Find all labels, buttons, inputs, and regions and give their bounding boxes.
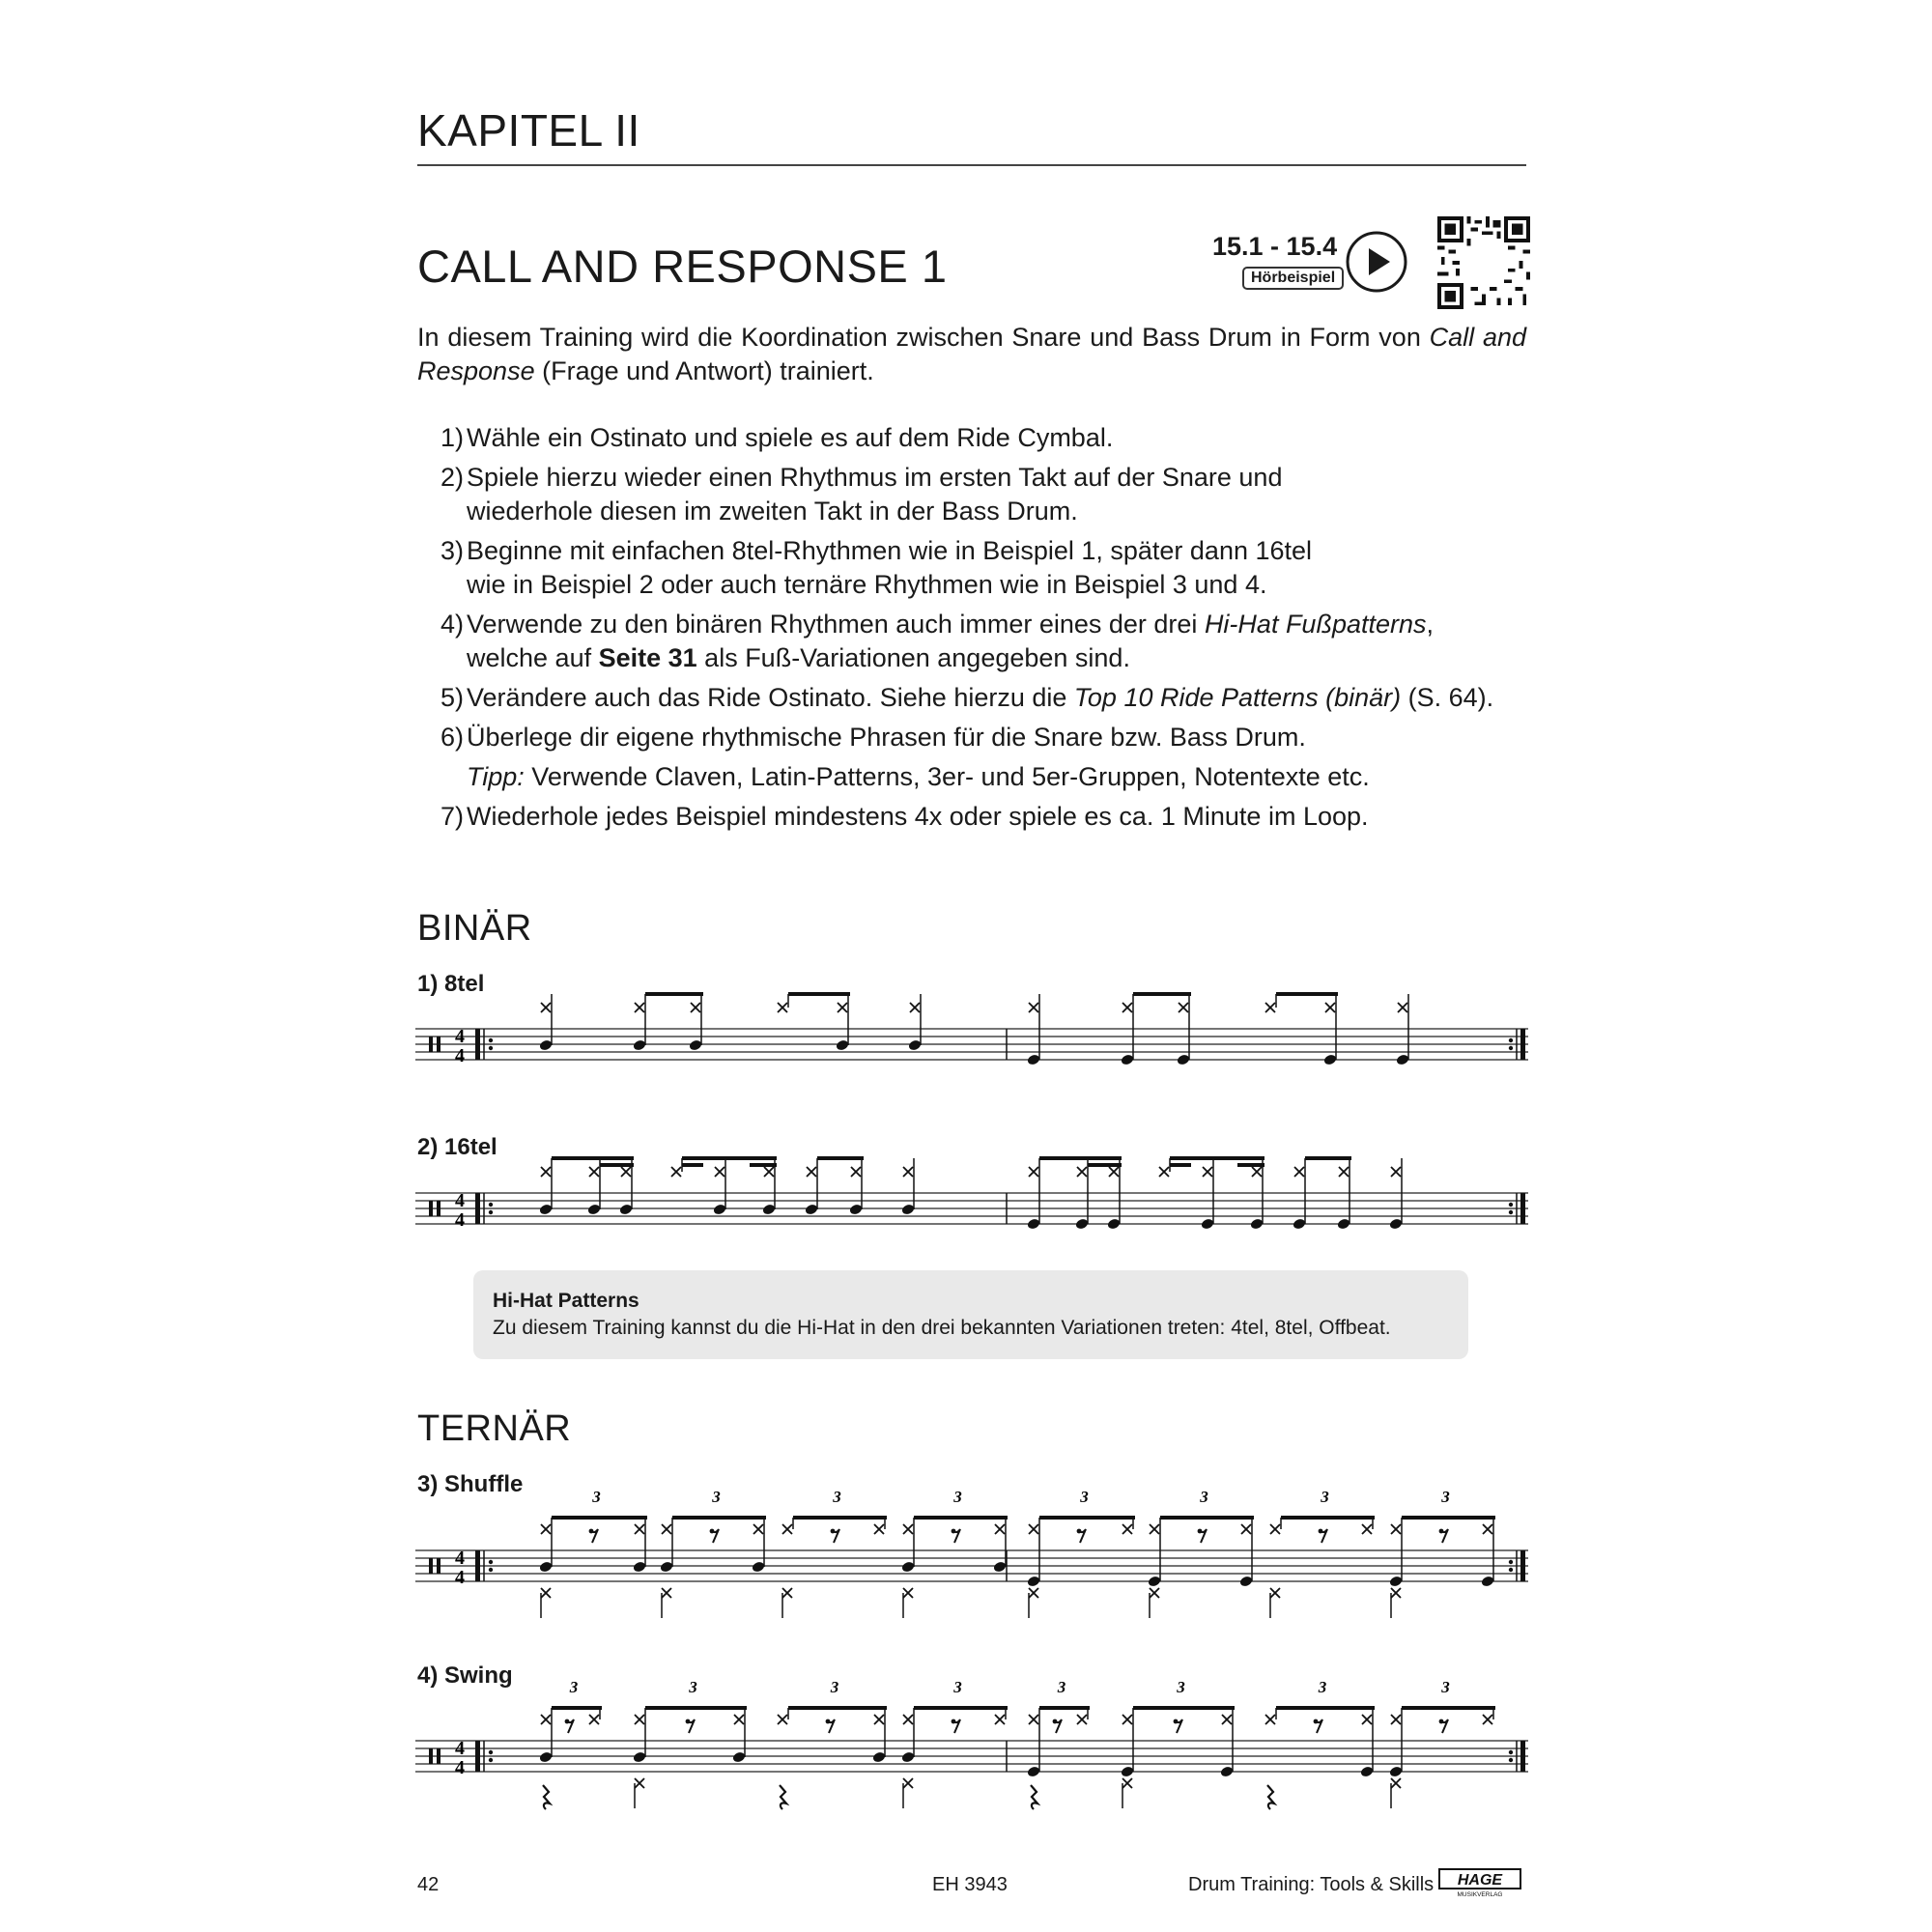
eighth-rest [589,1529,594,1534]
cymbal-notehead [589,1167,599,1177]
beam [1402,1516,1495,1520]
cymbal-notehead [635,1524,644,1534]
book-title: Drum Training: Tools & Skills [1188,1874,1435,1895]
cymbal-notehead [764,1167,774,1177]
cymbal-notehead [1029,1167,1038,1177]
svg-text:HAGE: HAGE [1457,1872,1503,1889]
cymbal-notehead [1325,1003,1335,1012]
cymbal-notehead [910,1003,920,1012]
qr-code-icon[interactable] [1437,216,1530,309]
cymbal-notehead [589,1715,599,1724]
repeat-end-barline [1520,1029,1525,1060]
eighth-rest [565,1719,570,1724]
notehead [1107,1217,1122,1230]
beam [1276,992,1338,996]
cymbal-notehead [995,1524,1005,1534]
list-item-text [464,608,1434,675]
notehead [732,1750,747,1763]
notehead [1389,1575,1404,1587]
intro-paragraph [417,321,1526,388]
notehead [689,1038,703,1051]
triplet-marker: 3 [689,1678,697,1696]
time-signature-bottom: 4 [455,1757,465,1778]
notehead [539,1750,554,1763]
repeat-dot [1509,1758,1513,1762]
cymbal-notehead [635,1003,644,1012]
repeat-end-barline [1520,1193,1525,1224]
notehead [1075,1217,1090,1230]
beam [600,1163,634,1167]
intro-text: In diesem Training wird die Koordination zwischen Snare und Bass Drum in Form von [417,323,1430,352]
quarter-rest [1267,1785,1274,1809]
page-number: 42 [417,1874,440,1895]
cymbal-notehead [1398,1003,1407,1012]
time-signature-top: 4 [455,1190,465,1211]
list-item-text: Überlege dir eigene rhythmische Phrasen für die Snare bzw. Bass Drum. [467,723,1306,752]
repeat-dot [489,1568,493,1572]
cymbal-notehead [1339,1167,1349,1177]
list-item-number: 7) [440,802,464,831]
section-heading-binaer: BINÄR [417,908,532,949]
eighth-rest [1077,1529,1082,1534]
list-item-text: Wiederhole jedes Beispiel mindestens 4x oder spiele es ca. 1 Minute im Loop. [467,802,1369,831]
notehead [805,1203,819,1215]
repeat-start-barline [475,1029,480,1060]
notehead [1220,1765,1235,1777]
cymbal-notehead [782,1524,792,1534]
notehead [901,1750,916,1763]
cymbal-notehead [1265,1715,1275,1724]
repeat-dot [489,1038,493,1042]
time-signature-bottom: 4 [455,1567,465,1588]
cymbal-notehead [715,1167,724,1177]
percussion-clef [437,1037,440,1052]
eighth-rest [1439,1719,1444,1724]
cymbal-notehead [838,1003,847,1012]
notehead [633,1560,647,1573]
eighth-rest [831,1529,836,1534]
repeat-dot [489,1203,493,1207]
notehead [1396,1053,1410,1065]
eighth-rest [1053,1719,1058,1724]
list-item-text: Spiele hierzu wieder einen Rhythmus im ersten Takt auf der Snare und wiederhole diesen im zweiten Takt in der Bass Drum. [467,463,1283,526]
cymbal-notehead [1270,1588,1280,1598]
cymbal-notehead [903,1778,913,1788]
notehead [836,1038,850,1051]
repeat-dot [1509,1038,1513,1042]
repeat-dot [489,1758,493,1762]
audio-track-range: 15.1 - 15.4 [1212,232,1338,261]
beam [1039,1706,1090,1710]
notehead [1027,1765,1041,1777]
notehead [539,1203,554,1215]
cymbal-notehead [662,1524,671,1534]
cymbal-notehead [1222,1715,1232,1724]
beam [1237,1163,1264,1167]
notehead [1121,1765,1135,1777]
beam [1133,992,1191,996]
beam [1281,1516,1375,1520]
beam [682,1163,703,1167]
list-item [417,421,1526,455]
cymbal-notehead [851,1167,861,1177]
repeat-dot [489,1046,493,1050]
notehead [1293,1217,1307,1230]
percussion-clef [429,1558,433,1574]
notehead [713,1203,727,1215]
list-item-text [464,681,1493,715]
notehead [908,1038,923,1051]
beam [552,1706,602,1710]
notehead [1337,1217,1351,1230]
triplet-marker: 3 [1441,1678,1450,1696]
eighth-rest [1314,1719,1319,1724]
cymbal-notehead [1391,1588,1401,1598]
play-icon[interactable] [1345,230,1408,294]
example-label: 4) Swing [417,1662,513,1689]
hint-box [473,1270,1468,1359]
cymbal-notehead [1391,1524,1401,1534]
cymbal-notehead [662,1588,671,1598]
drum-notation-staff [415,1145,1528,1270]
quarter-rest [1031,1785,1037,1809]
drum-notation-staff [415,1483,1528,1628]
eighth-rest [710,1529,715,1534]
cymbal-notehead [753,1524,763,1534]
triplet-marker: 3 [1200,1488,1208,1506]
time-signature-bottom: 4 [455,1045,465,1066]
cymbal-notehead [1252,1167,1262,1177]
beam [1170,1163,1191,1167]
cymbal-notehead [874,1715,884,1724]
cymbal-notehead [903,1167,913,1177]
drum-notation-staff [415,980,1528,1106]
triplet-marker: 3 [833,1488,841,1506]
cymbal-notehead [671,1167,681,1177]
beam [914,1706,1008,1710]
notehead [901,1560,916,1573]
cymbal-notehead [1029,1524,1038,1534]
beam [914,1516,1008,1520]
cymbal-notehead [541,1588,551,1598]
cymbal-notehead [1122,1715,1132,1724]
repeat-end-barline [1520,1741,1525,1772]
beam [682,1156,777,1160]
notehead [849,1203,864,1215]
cymbal-notehead [1391,1778,1401,1788]
list-item-number: 5) [440,683,464,712]
cymbal-notehead [1203,1167,1212,1177]
cymbal-notehead [541,1167,551,1177]
repeat-dot [1509,1750,1513,1754]
cymbal-notehead [1109,1167,1119,1177]
page-reference: Seite 31 [598,643,697,672]
repeat-dot [489,1210,493,1214]
tip-line [417,760,1526,794]
notehead [752,1560,766,1573]
list-item-number: 2) [440,463,464,492]
repeat-dot [1509,1203,1513,1207]
chapter-divider [417,164,1526,166]
repeat-end-barline [1520,1550,1525,1581]
beam [552,1156,634,1160]
cymbal-notehead [541,1715,551,1724]
cymbal-notehead [1150,1588,1159,1598]
section-heading-ternaer: TERNÄR [417,1408,572,1449]
chapter-heading: KAPITEL II [417,105,640,156]
instruction-list [417,421,1526,839]
cymbal-notehead [1391,1715,1401,1724]
notehead [619,1203,634,1215]
beam [1276,1706,1375,1710]
beam [1402,1706,1495,1710]
beam [1305,1156,1351,1160]
cymbal-notehead [874,1524,884,1534]
list-item [417,800,1526,834]
notehead [1389,1217,1404,1230]
cymbal-notehead [1029,1588,1038,1598]
cymbal-notehead [691,1003,700,1012]
list-item-emphasis: Top 10 Ride Patterns (binär) [1073,683,1402,712]
notehead [1027,1217,1041,1230]
cymbal-notehead [1294,1167,1304,1177]
eighth-rest [686,1719,691,1724]
beam [1170,1156,1264,1160]
intro-text-end: (Frage und Antwort) trainiert. [534,356,874,385]
eighth-rest [952,1719,956,1724]
beam [817,1156,864,1160]
cymbal-notehead [1265,1003,1275,1012]
drum-notation-staff [415,1673,1528,1818]
list-item [417,608,1526,675]
eighth-rest [952,1529,956,1534]
notehead [539,1560,554,1573]
beam [1039,1156,1122,1160]
list-item [417,721,1526,754]
beam [793,1516,887,1520]
percussion-clef [429,1037,433,1052]
list-item-text-part: Verwende zu den binären Rhythmen auch immer eines der drei [467,610,1205,639]
hint-box-title: Hi-Hat Patterns [493,1290,639,1312]
intro-emphasis: Call and Response [417,323,1526,385]
percussion-clef [429,1201,433,1216]
list-item-number: 1) [440,423,464,452]
triplet-marker: 3 [953,1678,962,1696]
beam [1133,1706,1235,1710]
notehead [901,1203,916,1215]
hint-box-text: Zu diesem Training kannst du die Hi-Hat in den drei bekannten Variationen treten: 4tel, 8tel, Offbeat. [493,1317,1391,1339]
beam [672,1516,766,1520]
tip-label: Tipp: [467,762,525,791]
cymbal-notehead [1077,1715,1087,1724]
triplet-marker: 3 [953,1488,962,1506]
list-item-number: 6) [440,723,464,752]
list-item-emphasis: Hi-Hat Fußpatterns [1204,610,1427,639]
time-signature-bottom: 4 [455,1209,465,1231]
notehead [633,1038,647,1051]
cymbal-notehead [778,1715,787,1724]
notehead [1481,1575,1495,1587]
cymbal-notehead [1150,1524,1159,1534]
tip-text: Verwende Claven, Latin-Patterns, 3er- und 5er-Gruppen, Notentexte etc. [524,762,1370,791]
cymbal-notehead [1122,1524,1132,1534]
notehead [993,1560,1008,1573]
percussion-clef [429,1748,433,1764]
cymbal-notehead [541,1003,551,1012]
notehead [1239,1575,1254,1587]
time-signature-top: 4 [455,1026,465,1047]
time-signature-top: 4 [455,1738,465,1759]
repeat-start-barline [475,1193,480,1224]
cymbal-notehead [1122,1778,1132,1788]
example-label: 1) 8tel [417,971,485,997]
notehead [633,1750,647,1763]
example-label: 2) 16tel [417,1134,497,1160]
percussion-clef [437,1748,440,1764]
cymbal-notehead [621,1167,631,1177]
triplet-marker: 3 [1318,1678,1327,1696]
example-label: 3) Shuffle [417,1471,524,1497]
triplet-marker: 3 [1080,1488,1089,1506]
list-item [417,461,1526,528]
notehead [1323,1053,1338,1065]
list-item-text-part: als Fuß-Variationen angegeben sind. [696,643,1130,672]
eighth-rest [1174,1719,1179,1724]
cymbal-notehead [1179,1003,1188,1012]
cymbal-notehead [734,1715,744,1724]
cymbal-notehead [1077,1167,1087,1177]
list-item-number: 4) [440,610,464,639]
cymbal-notehead [635,1778,644,1788]
quarter-rest [543,1785,550,1809]
audio-example-label: Hörbeispiel [1242,267,1344,290]
cymbal-notehead [903,1524,913,1534]
list-item-text-part: Verändere auch das Ride Ostinato. Siehe hierzu die [467,683,1074,712]
eighth-rest [1439,1529,1444,1534]
notehead [762,1203,777,1215]
cymbal-notehead [995,1715,1005,1724]
triplet-marker: 3 [592,1488,601,1506]
notehead [1148,1575,1162,1587]
notehead [539,1038,554,1051]
triplet-marker: 3 [569,1678,579,1696]
notehead [1027,1575,1041,1587]
repeat-start-barline [475,1550,480,1581]
notehead [1027,1053,1041,1065]
triplet-marker: 3 [712,1488,721,1506]
cymbal-notehead [1241,1524,1251,1534]
cymbal-notehead [1122,1003,1132,1012]
triplet-marker: 3 [1321,1488,1329,1506]
eighth-rest [1319,1529,1323,1534]
repeat-dot [1509,1568,1513,1572]
list-item [417,681,1526,715]
beam [1039,1516,1135,1520]
cymbal-notehead [1362,1524,1372,1534]
notehead [587,1203,602,1215]
repeat-start-barline [475,1741,480,1772]
beam [645,992,703,996]
list-item-text-part: (S. 64). [1401,683,1494,712]
triplet-marker: 3 [1441,1488,1450,1506]
triplet-marker: 3 [1177,1678,1185,1696]
list-item-text: Wähle ein Ostinato und spiele es auf dem Ride Cymbal. [467,423,1114,452]
list-item-text: Beginne mit einfachen 8tel-Rhythmen wie in Beispiel 1, später dann 16tel wie in Beispiel 2 oder auch ternäre Rhythmen wie in Beispiel 3 und 4. [467,536,1313,599]
cymbal-notehead [807,1167,816,1177]
list-item [417,534,1526,602]
percussion-clef [437,1558,440,1574]
beam [788,992,850,996]
repeat-dot [1509,1560,1513,1564]
page-title: CALL AND RESPONSE 1 [417,241,948,292]
cymbal-notehead [778,1003,787,1012]
cymbal-notehead [1483,1524,1492,1534]
cymbal-notehead [903,1588,913,1598]
cymbal-notehead [1362,1715,1372,1724]
notehead [660,1560,674,1573]
cymbal-notehead [782,1588,792,1598]
cymbal-notehead [1029,1003,1038,1012]
notehead [1201,1217,1215,1230]
quarter-rest [780,1785,786,1809]
cymbal-notehead [635,1715,644,1724]
cymbal-notehead [1391,1167,1401,1177]
repeat-dot [489,1750,493,1754]
cymbal-notehead [1159,1167,1169,1177]
repeat-dot [489,1560,493,1564]
edition-code: EH 3943 [932,1874,1008,1895]
cymbal-notehead [903,1715,913,1724]
beam [1160,1516,1254,1520]
list-item-number: 3) [440,536,464,565]
notehead [1121,1053,1135,1065]
publisher-logo [1438,1868,1521,1897]
beam [750,1163,777,1167]
beam [1088,1163,1122,1167]
percussion-clef [437,1201,440,1216]
cymbal-notehead [541,1524,551,1534]
notehead [1177,1053,1191,1065]
beam [788,1706,887,1710]
svg-text:MUSIKVERLAG: MUSIKVERLAG [1457,1891,1503,1897]
triplet-marker: 3 [1057,1678,1066,1696]
repeat-dot [1509,1210,1513,1214]
eighth-rest [826,1719,831,1724]
notehead [1250,1217,1264,1230]
beam [552,1516,647,1520]
triplet-marker: 3 [830,1678,839,1696]
notehead [1389,1765,1404,1777]
time-signature-top: 4 [455,1548,465,1569]
cymbal-notehead [1270,1524,1280,1534]
eighth-rest [1198,1529,1203,1534]
beam [645,1706,747,1710]
list-item-text-part: , welche auf [467,610,1435,672]
notehead [1360,1765,1375,1777]
repeat-dot [1509,1046,1513,1050]
cymbal-notehead [1029,1715,1038,1724]
cymbal-notehead [1483,1715,1492,1724]
notehead [872,1750,887,1763]
